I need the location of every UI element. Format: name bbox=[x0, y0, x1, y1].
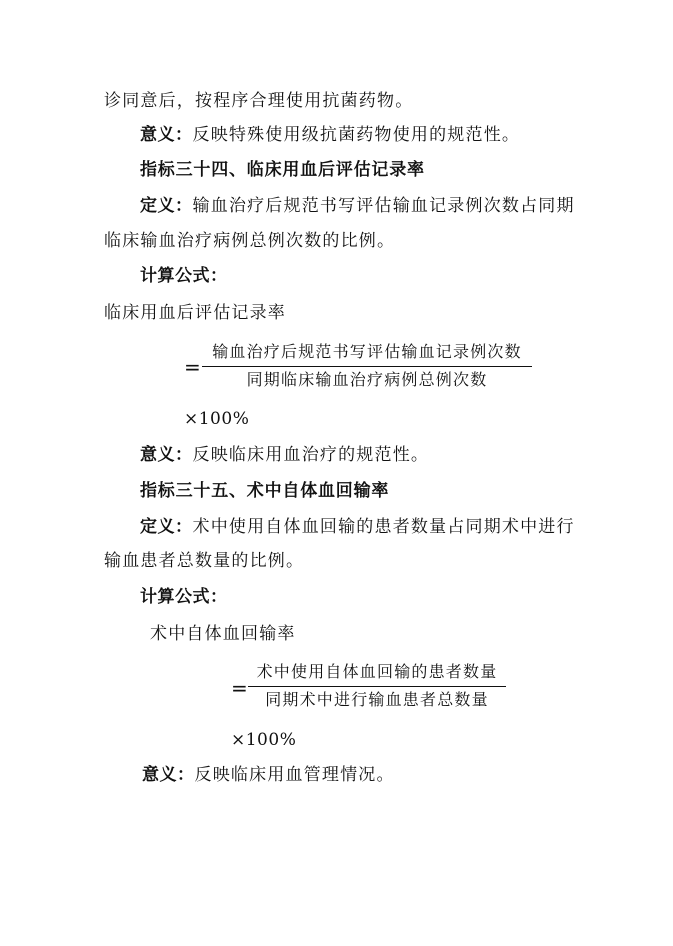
meaning-text: 反映临床用血管理情况。 bbox=[194, 765, 395, 785]
fraction-denominator: 同期临床输血治疗病例总例次数 bbox=[246, 370, 488, 389]
meaning-label: 意义： bbox=[140, 445, 193, 465]
fraction-bar bbox=[202, 366, 532, 367]
meaning-label: 意义： bbox=[142, 765, 195, 785]
indicator-35-formula-label: 计算公式： bbox=[140, 587, 228, 607]
equals-sign: = bbox=[184, 355, 201, 379]
indicator-34-meaning bbox=[140, 444, 429, 466]
definition-label: 定义： bbox=[140, 517, 193, 537]
definition-text: 输血治疗后规范书写评估输血记录例次数占同期 bbox=[192, 196, 575, 216]
meaning-text: 反映临床用血治疗的规范性。 bbox=[192, 445, 430, 465]
indicator-35-definition bbox=[140, 516, 575, 538]
definition-text: 术中使用自体血回输的患者数量占同期术中进行 bbox=[192, 517, 575, 537]
fraction-denominator: 同期术中进行输血患者总数量 bbox=[265, 690, 489, 709]
indicator-35-formula-name: 术中自体血回输率 bbox=[150, 624, 296, 644]
indicator-34-definition bbox=[140, 195, 575, 217]
indicator-34-multiplier: ×100% bbox=[184, 409, 250, 429]
indicator-35-heading: 指标三十五、术中自体血回输率 bbox=[140, 481, 390, 501]
equals-sign: = bbox=[231, 676, 248, 700]
meaning-label: 意义： bbox=[140, 125, 193, 145]
fraction-numerator: 术中使用自体血回输的患者数量 bbox=[256, 662, 498, 681]
indicator-34-formula-label: 计算公式： bbox=[140, 266, 228, 286]
meaning-line-1 bbox=[140, 124, 520, 146]
definition-label: 定义： bbox=[140, 196, 193, 216]
indicator-34-heading: 指标三十四、临床用血后评估记录率 bbox=[140, 160, 425, 180]
indicator-35-meaning bbox=[142, 764, 395, 786]
paragraph-tail: 诊同意后，按程序合理使用抗菌药物。 bbox=[104, 91, 414, 111]
indicator-35-multiplier: ×100% bbox=[231, 730, 297, 750]
fraction-numerator: 输血治疗后规范书写评估输血记录例次数 bbox=[212, 342, 522, 361]
indicator-34-formula-name: 临床用血后评估记录率 bbox=[104, 303, 286, 323]
fraction-bar bbox=[248, 686, 506, 687]
indicator-35-definition-cont: 输血患者总数量的比例。 bbox=[104, 551, 305, 571]
indicator-34-definition-cont: 临床输血治疗病例总例次数的比例。 bbox=[104, 231, 396, 251]
meaning-text: 反映特殊使用级抗菌药物使用的规范性。 bbox=[192, 125, 521, 145]
